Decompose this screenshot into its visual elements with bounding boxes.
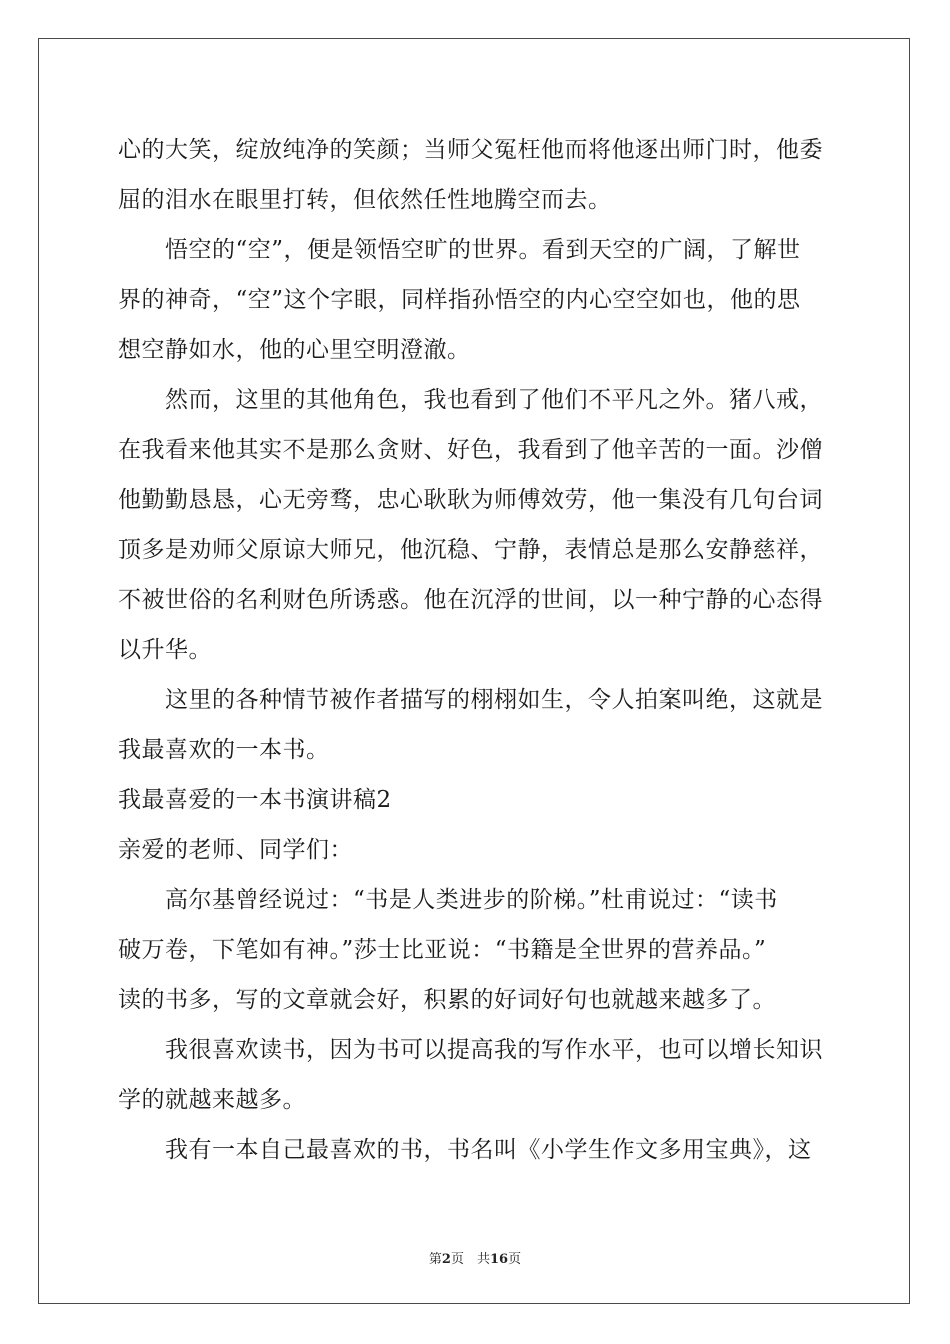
text-line: 顶多是劝师父原谅大师兄，他沉稳、宁静，表情总是那么安静慈祥， xyxy=(118,537,823,563)
text-line: 屈的泪水在眼里打转，但依然任性地腾空而去。 xyxy=(118,187,612,213)
text-line: 他勤勤恳恳，心无旁骛，忠心耿耿为师傅效劳，他一集没有几句台词 xyxy=(118,487,823,513)
text-line: 我最喜爱的一本书演讲稿2 xyxy=(118,787,392,813)
text-line: 我有一本自己最喜欢的书，书名叫《小学生作文多用宝典》，这 xyxy=(165,1137,812,1163)
text-line: 破万卷，下笔如有神。”莎士比亚说：“书籍是全世界的营养品。” xyxy=(118,937,767,963)
text-line: 悟空的“空”，便是领悟空旷的世界。看到天空的广阔，了解世 xyxy=(165,237,801,263)
footer-prefix: 第 xyxy=(428,1252,442,1267)
document-body xyxy=(118,125,834,1175)
footer-suffix: 页 xyxy=(508,1252,522,1267)
text-line: 学的就越来越多。 xyxy=(118,1087,306,1113)
current-page-number: 2 xyxy=(441,1252,451,1267)
text-line: 不被世俗的名利财色所诱惑。他在沉浮的世间，以一种宁静的心态得 xyxy=(118,587,823,613)
page-footer xyxy=(0,1248,950,1267)
text-line: 亲爱的老师、同学们： xyxy=(118,837,353,863)
text-line: 这里的各种情节被作者描写的栩栩如生，令人拍案叫绝，这就是 xyxy=(165,687,823,713)
text-line: 读的书多，写的文章就会好，积累的好词好句也就越来越多了。 xyxy=(118,987,776,1013)
text-line: 界的神奇，“空”这个字眼，同样指孙悟空的内心空空如也，他的思 xyxy=(118,287,801,313)
footer-middle: 页 共 xyxy=(450,1252,490,1267)
text-line: 心的大笑，绽放纯净的笑颜；当师父冤枉他而将他逐出师门时，他委 xyxy=(118,137,823,163)
text-line: 我最喜欢的一本书。 xyxy=(118,737,330,763)
text-line: 以升华。 xyxy=(118,637,212,663)
text-line: 在我看来他其实不是那么贪财、好色，我看到了他辛苦的一面。沙僧 xyxy=(118,437,823,463)
text-line: 高尔基曾经说过：“书是人类进步的阶梯。”杜甫说过：“读书 xyxy=(165,887,778,913)
text-line: 我很喜欢读书，因为书可以提高我的写作水平，也可以增长知识 xyxy=(165,1037,823,1063)
text-line: 想空静如水，他的心里空明澄澈。 xyxy=(118,337,471,363)
text-line: 然而，这里的其他角色，我也看到了他们不平凡之外。猪八戒， xyxy=(165,387,823,413)
total-page-count: 16 xyxy=(489,1252,509,1267)
